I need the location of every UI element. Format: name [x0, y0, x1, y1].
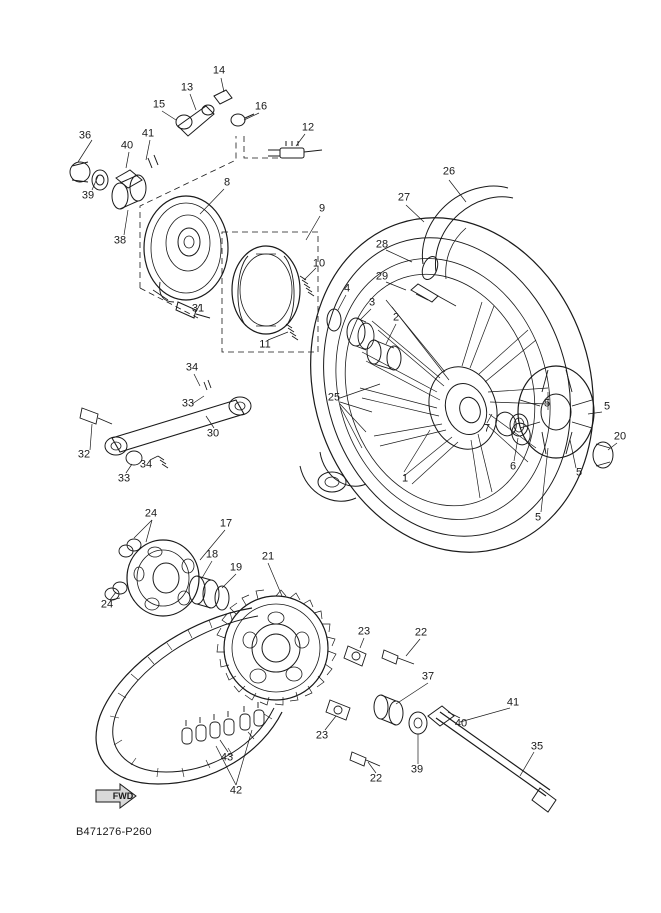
callout-number: 2 [392, 311, 400, 324]
callout-number: 28 [375, 238, 389, 251]
callout-number: 14 [212, 64, 226, 77]
callout-number: 5 [575, 466, 583, 479]
callout-number: 22 [414, 626, 428, 639]
callout-number: 11 [259, 338, 271, 351]
callout-number: 41 [141, 127, 155, 140]
callout-number: 7 [483, 422, 491, 435]
callout-number: 34 [185, 361, 199, 374]
part-code-label: B471276-P260 [76, 826, 152, 838]
callout-number: 15 [152, 98, 166, 111]
callout-number: 18 [205, 548, 219, 561]
callout-number: 25 [327, 391, 341, 404]
callout-number: 12 [301, 121, 315, 134]
callout-number: 29 [375, 270, 389, 283]
callout-number: 17 [219, 517, 233, 530]
fwd-direction-label: FWD [112, 791, 134, 801]
callout-number: 35 [530, 740, 544, 753]
callout-number: 33 [181, 397, 195, 410]
callout-number: 20 [613, 430, 627, 443]
callout-number: 1 [401, 472, 409, 485]
callout-number: 21 [261, 550, 275, 563]
callout-number: 5 [543, 397, 551, 410]
callout-number: 41 [506, 696, 520, 709]
callout-number: 30 [206, 427, 220, 440]
bearings-collar [327, 309, 401, 370]
brake-panel-assembly [140, 90, 322, 318]
callout-number: 40 [120, 139, 134, 152]
callout-number: 34 [139, 458, 153, 471]
callout-number: 10 [312, 257, 326, 270]
callout-number: 38 [113, 234, 127, 247]
callout-number: 22 [369, 772, 383, 785]
callout-number: 3 [368, 296, 376, 309]
callout-number: 39 [410, 763, 424, 776]
callout-number: 39 [81, 189, 95, 202]
rear-wheel-assembly [268, 181, 636, 590]
callout-number: 31 [191, 302, 205, 315]
callout-number: 9 [318, 202, 326, 215]
callout-number: 5 [534, 511, 542, 524]
damper-rubber-set [510, 366, 613, 468]
callout-number: 33 [117, 472, 131, 485]
callout-number: 8 [223, 176, 231, 189]
sprocket-chain-assembly [96, 590, 336, 784]
callout-number: 24 [100, 598, 114, 611]
callout-number: 40 [454, 717, 468, 730]
callout-number: 16 [254, 100, 268, 113]
callout-number: 27 [397, 191, 411, 204]
callout-number: 19 [229, 561, 243, 574]
callout-number: 5 [603, 400, 611, 413]
callout-number: 23 [357, 625, 371, 638]
axle-and-spacers [70, 155, 556, 812]
callout-number: 13 [180, 81, 194, 94]
callout-number: 32 [77, 448, 91, 461]
callout-number: 23 [315, 729, 329, 742]
callout-number: 36 [78, 129, 92, 142]
callout-number: 37 [421, 670, 435, 683]
callout-number: 4 [343, 282, 351, 295]
callout-number: 26 [442, 165, 456, 178]
torque-rod [77, 380, 251, 468]
callout-number: 6 [509, 460, 517, 473]
callout-number: 42 [229, 784, 243, 797]
callout-number: 43 [220, 751, 234, 764]
brake-shoes [222, 232, 318, 352]
callout-number: 24 [144, 507, 158, 520]
